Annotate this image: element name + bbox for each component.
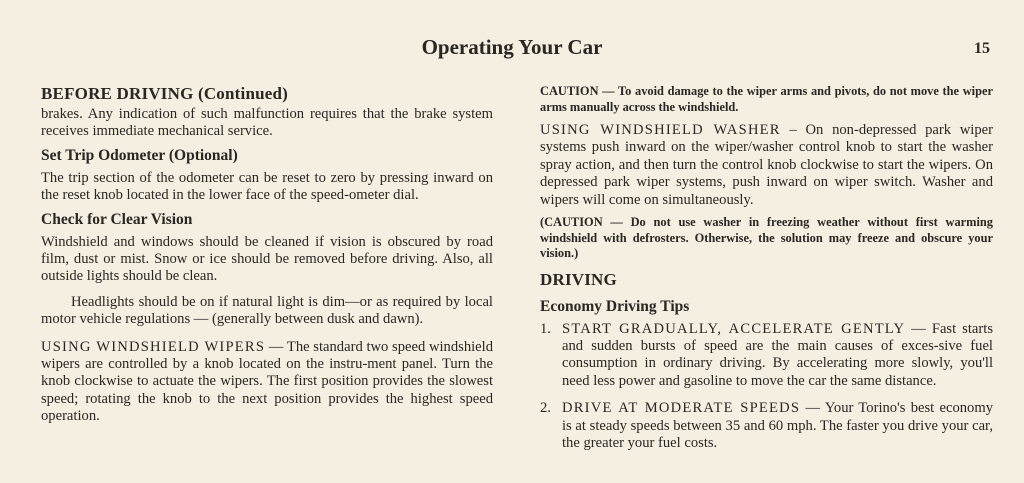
heading-clear-vision: Check for Clear Vision <box>41 210 193 228</box>
text-tip-2: — Your Torino's best economy is at steady speeds between 35 and 60 mph. The faster you drive your car, the greater your fuel costs. <box>562 400 993 451</box>
caution-washer-freezing: (CAUTION — Do not use washer in freezing weather without first warming windshield with defrosters. Otherwise, the solution may freeze and obscure your vision.) <box>540 215 993 261</box>
heading-trip-odometer: Set Trip Odometer (Optional) <box>41 146 238 164</box>
list-text <box>562 321 993 391</box>
page-number: 15 <box>974 40 990 57</box>
text-wipers: — The standard two speed windshield wipers are controlled by a knob located on the instru-ment panel. Turn the knob clockwise to actuate the wipers. The first position provides the slowest speed; rotating the knob to the next position provides the highest speed operation. <box>41 338 494 425</box>
left-column <box>41 84 493 430</box>
paragraph-headlights: Headlights should be on if natural light is dim—or as required by local motor vehicle regulations — (generally between dusk and dawn). <box>41 293 493 328</box>
paragraph-clear-vision: Windshield and windows should be cleaned if vision is obscured by road film, dust or mist. Snow or ice should be removed before driving. Also, all outside lights should be clean. <box>41 233 493 285</box>
text-tip-1: — Fast starts and sudden bursts of speed are the main causes of exces-sive fuel consumption in ordinary driving. By accelerating more slowly, you'll need less power and gasoline to move the car the same distance. <box>562 320 993 389</box>
paragraph-brakes: brakes. Any indication of such malfunction requires that the brake system receives immediate mechanical service. <box>41 106 493 140</box>
list-item <box>540 321 993 391</box>
page-title: Operating Your Car <box>421 35 603 59</box>
paragraph-wipers <box>41 339 493 426</box>
heading-economy-tips: Economy Driving Tips <box>540 297 690 315</box>
lead-tip-1: START GRADUALLY, ACCELERATE GENTLY <box>562 320 906 337</box>
lead-washer: USING WINDSHIELD WASHER <box>540 122 781 138</box>
list-number: 1. <box>540 320 551 337</box>
lead-wipers: USING WINDSHIELD WIPERS <box>41 338 266 355</box>
right-column <box>540 84 993 458</box>
section-heading-driving: DRIVING <box>540 269 617 289</box>
paragraph-trip-odometer: The trip section of the odometer can be reset to zero by pressing inward on the reset knob located in the lower face of the speed-ometer dial. <box>41 169 493 204</box>
section-heading-before-driving: BEFORE DRIVING (Continued) <box>41 84 289 103</box>
list-text <box>562 400 993 452</box>
lead-tip-2: DRIVE AT MODERATE SPEEDS <box>562 400 801 417</box>
text-washer: – On non-depressed park wiper systems push inward on the wiper/washer control knob to start the washer spray action, and then turn the control knob clockwise to start the wipers. On depressed park wiper systems, push inward on wiper switch. Washer and wipers will come on simultaneously. <box>540 122 993 208</box>
caution-wiper-arms: CAUTION — To avoid damage to the wiper arms and pivots, do not move the wiper arms manually across the windshield. <box>540 84 993 114</box>
paragraph-washer <box>540 122 993 209</box>
list-number: 2. <box>540 400 551 417</box>
list-item <box>540 400 993 452</box>
